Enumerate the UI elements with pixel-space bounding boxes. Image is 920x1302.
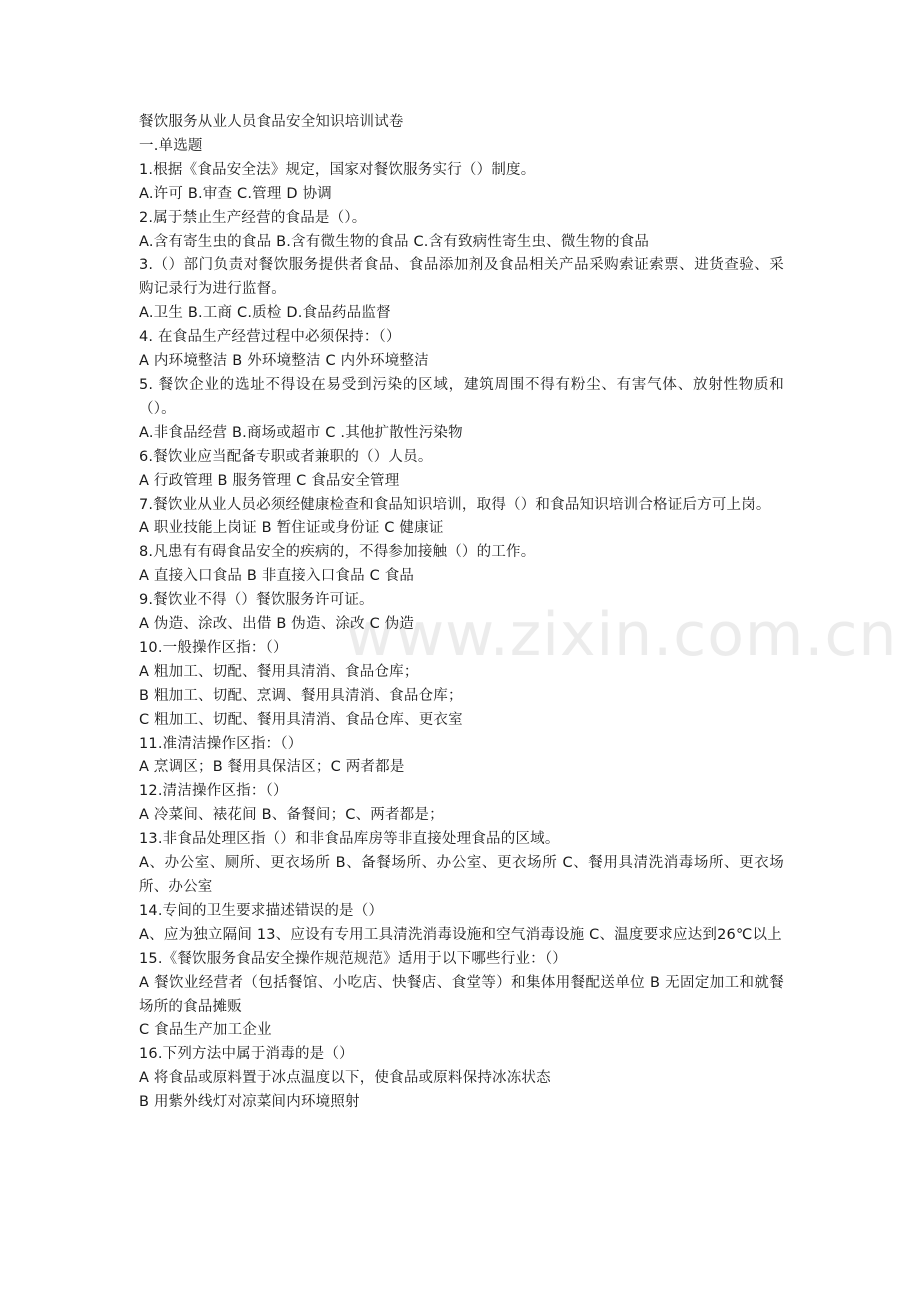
options-11: A 烹调区；B 餐用具保洁区；C 两者都是 bbox=[139, 759, 405, 776]
watermark: www.zixin.com.cn bbox=[345, 600, 898, 670]
options-14: A、应为独立隔间 13、应设有专用工具清洗消毒设施和空气消毒设施 C、温度要求应达到26℃以上 bbox=[139, 926, 782, 943]
option-15ab: A 餐饮业经营者（包括餐馆、小吃店、快餐店、食堂等）和集体用餐配送单位 B 无固定加工和就餐场所的食品摊贩 bbox=[139, 974, 784, 1015]
options-2: A.含有寄生虫的食品 B.含有微生物的食品 C.含有致病性寄生虫、微生物的食品 bbox=[139, 233, 650, 250]
options-1: A.许可 B.审查 C.管理 D 协调 bbox=[139, 185, 332, 202]
section-heading: 一.单选题 bbox=[139, 137, 203, 154]
option-16a: A 将食品或原料置于冰点温度以下，使食品或原料保持冰冻状态 bbox=[139, 1070, 551, 1087]
options-8: A 直接入口食品 B 非直接入口食品 C 食品 bbox=[139, 568, 415, 585]
question-15: 15.《餐饮服务食品安全操作规范规范》适用于以下哪些行业：（） bbox=[139, 950, 568, 967]
options-6: A 行政管理 B 服务管理 C 食品安全管理 bbox=[139, 472, 400, 489]
document-body bbox=[139, 111, 784, 1115]
question-13: 13.非食品处理区指（）和非食品库房等非直接处理食品的区域。 bbox=[139, 831, 560, 848]
options-4: A 内环境整洁 B 外环境整洁 C 内外环境整洁 bbox=[139, 353, 429, 370]
question-16: 16.下列方法中属于消毒的是（） bbox=[139, 1046, 354, 1063]
options-3: A.卫生 B.工商 C.质检 D.食品药品监督 bbox=[139, 305, 391, 322]
question-10: 10.一般操作区指：（） bbox=[139, 639, 288, 656]
question-9: 9.餐饮业不得（）餐饮服务许可证。 bbox=[139, 592, 374, 609]
question-7: 7.餐饮业从业人员必须经健康检查和食品知识培训，取得（）和食品知识培训合格证后方可上岗。 bbox=[139, 496, 771, 513]
question-2: 2.属于禁止生产经营的食品是（）。 bbox=[139, 209, 367, 226]
options-9: A 伪造、涂改、出借 B 伪造、涂改 C 伪造 bbox=[139, 616, 415, 633]
options-5: A.非食品经营 B.商场或超市 C .其他扩散性污染物 bbox=[139, 424, 463, 441]
question-3: 3.（）部门负责对餐饮服务提供者食品、食品添加剂及食品相关产品采购索证索票、进货查验、采购记录行为进行监督。 bbox=[139, 257, 784, 298]
question-11: 11.准清洁操作区指：（） bbox=[139, 735, 303, 752]
options-12: A 冷菜间、裱花间 B、备餐间；C、两者都是； bbox=[139, 807, 444, 824]
question-1: 1.根据《食品安全法》规定，国家对餐饮服务实行（）制度。 bbox=[139, 161, 536, 178]
option-10c: C 粗加工、切配、餐用具清消、食品仓库、更衣室 bbox=[139, 711, 463, 728]
option-10a: A 粗加工、切配、餐用具清消、食品仓库； bbox=[139, 663, 419, 680]
options-7: A 职业技能上岗证 B 暂住证或身份证 C 健康证 bbox=[139, 520, 444, 537]
option-10b: B 粗加工、切配、烹调、餐用具清消、食品仓库； bbox=[139, 687, 463, 704]
question-8: 8.凡患有有碍食品安全的疾病的，不得参加接触（）的工作。 bbox=[139, 544, 536, 561]
question-12: 12.清洁操作区指：（） bbox=[139, 783, 288, 800]
question-14: 14.专间的卫生要求描述错误的是（） bbox=[139, 902, 384, 919]
question-4: 4. 在食品生产经营过程中必须保持：（） bbox=[139, 329, 401, 346]
document-title: 餐饮服务从业人员食品安全知识培训试卷 bbox=[139, 114, 404, 130]
option-16b: B 用紫外线灯对凉菜间内环境照射 bbox=[139, 1094, 360, 1111]
option-15c: C 食品生产加工企业 bbox=[139, 1022, 272, 1039]
question-6: 6.餐饮业应当配备专职或者兼职的（）人员。 bbox=[139, 448, 433, 465]
question-5: 5. 餐饮企业的选址不得设在易受到污染的区域，建筑周围不得有粉尘、有害气体、放射性物质和（）。 bbox=[139, 376, 784, 417]
options-13: A、办公室、厕所、更衣场所 B、备餐场所、办公室、更衣场所 C、餐用具清洗消毒场所、更衣场所、办公室 bbox=[139, 855, 784, 895]
